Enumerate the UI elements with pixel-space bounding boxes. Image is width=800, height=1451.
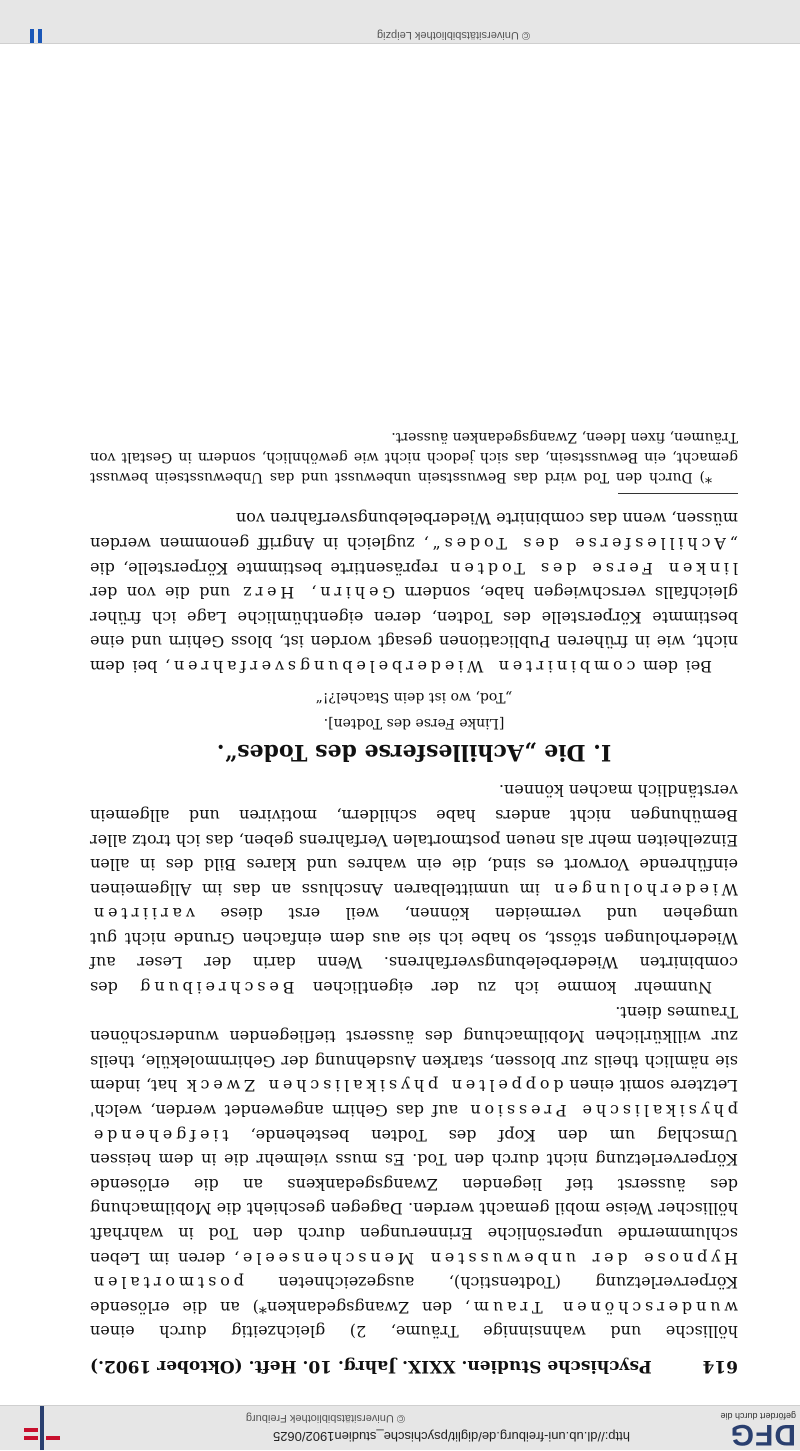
library-logo-icon bbox=[22, 1406, 62, 1450]
spaced-emphasis: postmortalen Hypnose der unbewussten Menschenseele bbox=[90, 1248, 738, 1293]
spaced-emphasis: linken Ferse des Todten bbox=[446, 558, 738, 578]
leipzig-copyright: © Universitätsbibliothek Leipzig bbox=[376, 29, 530, 41]
dfg-logo-text: DFG bbox=[729, 1418, 796, 1451]
spaced-emphasis: combinirten Wiederbelebungsverfahren bbox=[170, 656, 636, 676]
page-url[interactable]: http://dl.ub.uni-freiburg.de/diglit/psychische_studien1902/0625 bbox=[272, 1429, 630, 1444]
paragraph-3: Bei dem combinirten Wiederbelebungsverfahren, bei dem nicht, wie in früheren Publicationen gesagt worden ist, bloss Gehirn und eine bestimmte Körperstelle des Todten, deren eigenthümliche Lage ich früher gleichfalls verschwiegen habe, sondern Gehirn, Herz und die von der linken Ferse des Todten repräsentirte bestimmte Körperstelle, die „Achillesferse des Todes“, zugleich in Angriff genommen werden müssen, wenn das combinirte Wiederbelebungsverfahren von bbox=[89, 509, 738, 676]
paragraph-2: Nunmehr komme ich zu der eigentlichen Beschreibung des combinirten Wiederbelebungsverfahrens. Wenn darin der Leser auf Wiederholungen stösst, so habe ich sie aus dem einfachen Grunde nicht gut umgehen und vermeiden können, weil erst diese variirten Wiederholungen im unmittelbaren Anschluss an das im Allgemeinen einführende Vorwort es sind, die ein wahres und klares Bild des in allen Einzelheiten mehr als neuen postmortalen Verfahrens geben, das ich trotz aller Bemühungen nicht anders habe schildern, motiviren und allgemein verständlich machen können. bbox=[90, 781, 738, 998]
section-subtitle: [Linke Ferse des Todten]. bbox=[323, 715, 505, 732]
dfg-logo-subtext: gefördert durch die bbox=[720, 1411, 796, 1421]
spaced-emphasis: variirten Wiederholungen bbox=[90, 879, 738, 924]
dfg-logo[interactable] bbox=[712, 1409, 796, 1451]
footnote-divider bbox=[618, 493, 738, 494]
viewer-bottom-bar bbox=[0, 0, 800, 44]
spaced-emphasis: Beschreibung bbox=[136, 978, 295, 998]
leipzig-logo-icon bbox=[20, 29, 44, 43]
running-header bbox=[90, 1353, 738, 1378]
motto: „Tod, wo ist dein Stachel?!“ bbox=[315, 688, 513, 705]
spaced-emphasis: Gehirn, Herz bbox=[239, 583, 396, 603]
footnote: *) Durch den Tod wird das Bewusstsein unbewusst und das Unbewusstsein bewusst gemacht, ein Bewusstsein, das sich jedoch nicht wie gewöhnlich, sondern in Gestalt von Träumen, fixen Ideen, Zwangsgedanken äussert. bbox=[90, 428, 738, 485]
section-title: I. Die „Achillesferse des Todes“. bbox=[216, 738, 612, 765]
spaced-emphasis: doppelten physikalischen Zweck bbox=[183, 1076, 564, 1096]
page-text bbox=[90, 427, 738, 1378]
spaced-emphasis: wunderschönen Traum bbox=[470, 1297, 738, 1317]
paragraph-1: höllische und wahnsinnige Träume, 2) gleichzeitig durch einen wunderschönen Traum, den Zwangsgedanken*) an die erlösende Körperverletzung (Todtenstich), ausgezeichneten postmortalen Hypnose der unbewussten Menschenseele, deren im Leben schlummernde unpersönliche Erinnerungen durch den Tod in wahrhaft höllischer Weise mobil gemacht werden. Dagegen geschieht die Mobilmachung des äusserst tief liegenden Zwangsgedankens an die erlösende Körperverletzung nicht durch den Tod. Es muss vielmehr die in dem heissen Umschlag um den Kopf des Todten bestehende, tiefgehende physikalische Pression auf das Gehirn angewendet werden, welch' Letztere somit einen doppelten physikalischen Zweck hat, indem sie nämlich theils zur blossen, starken Ausdehnung der Gehirnmoleküle, theils zur willkürlichen Mobilmachung des äusserst tiefliegenden wunderschönen Traumes dient. bbox=[89, 1002, 738, 1342]
freiburg-copyright: © Universitätsbibliothek Freiburg bbox=[245, 1412, 405, 1424]
viewer-top-bar bbox=[0, 1405, 800, 1450]
running-head-title: Psychische Studien. XXIX. Jahrg. 10. Heft. (Oktober 1902.) bbox=[90, 1356, 652, 1376]
spaced-emphasis: „Achillesferse des Todes“ bbox=[428, 534, 738, 553]
page-number: 614 bbox=[702, 1356, 738, 1376]
spaced-emphasis: tiefgehende physikalische Pression bbox=[90, 1101, 738, 1145]
